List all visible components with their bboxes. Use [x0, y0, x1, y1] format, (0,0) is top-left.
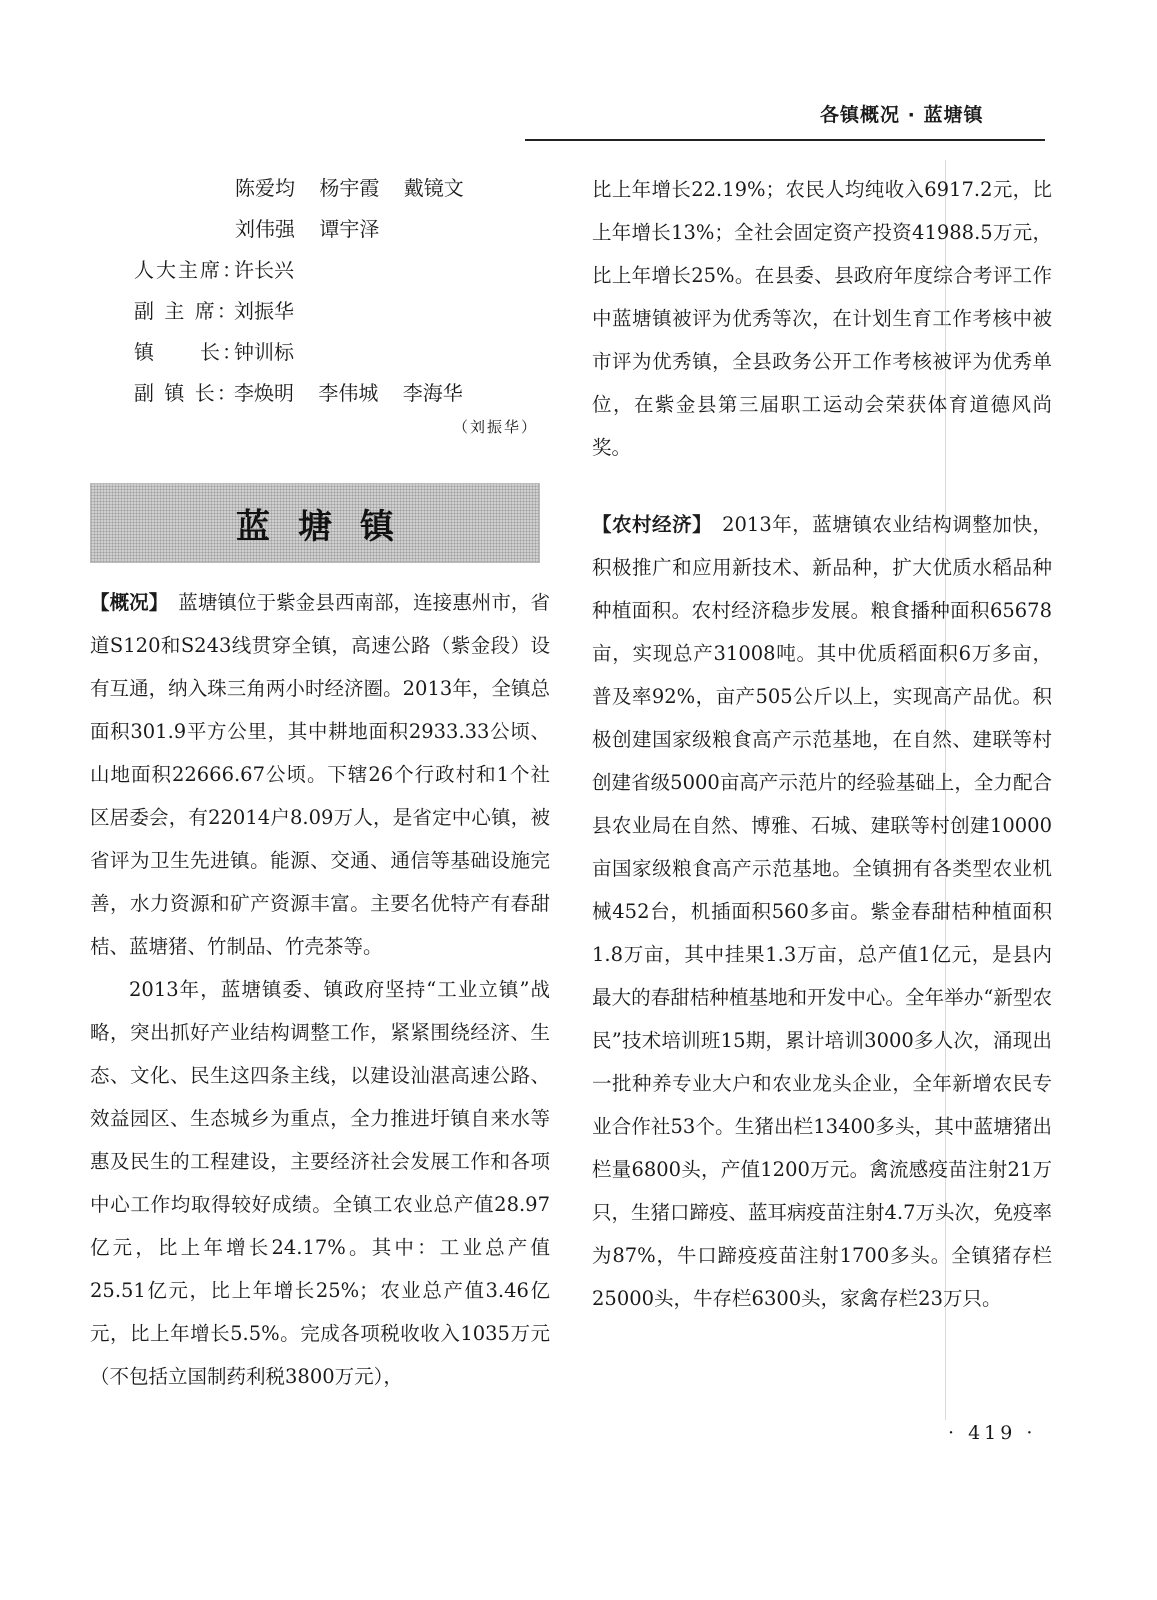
official-name: 李焕明 — [234, 381, 294, 405]
renda-row — [90, 250, 550, 291]
rural-economy-text: 2013年，蓝塘镇农业结构调整加快，积极推广和应用新技术、新品种，扩大优质水稻品种种植面积。农村经济稳步发展。粮食播种面积65678亩，实现总产31008吨。其中优质稻面积6万多亩，普及率92%，亩产505公斤以上，实现高产品优。积极创建国家级粮食高产示范基地，在自然、建联等村创建省级5000亩高产示范片的经验基础上，全力配合县农业局在自然、博雅、石城、建联等村创建10000亩国家级粮食高产示范基地。全镇拥有各类型农业机械452台，机插面积560多亩。紫金春甜桔种植面积1.8万亩，其中挂果1.3万亩，总产值1亿元，是县内最大的春甜桔种植基地和开发中心。全年举办“新型农民”技术培训班15期，累计培训3000多人次，涌现出一批种养专业大户和农业龙头企业，全年新增农民专业合作社53个。生猪出栏13400多头，其中蓝塘猪出栏量6800头，产值1200万元。禽流感疫苗注射21万只，生猪口蹄疫、蓝耳病疫苗注射4.7万头次，免疫率为87%，牛口蹄疫疫苗注射1700多头。全镇猪存栏25000头，牛存栏6300头，家禽存栏23万只。 — [592, 513, 1053, 1310]
official-name: 戴镜文 — [403, 176, 464, 200]
rural-economy-paragraph — [592, 503, 1052, 1320]
rural-economy-tag: 【农村经济】 — [592, 513, 713, 536]
overview-paragraph — [90, 581, 550, 968]
overview-paragraph-continued: 比上年增长22.19%；农民人均纯收入6917.2元，比上年增长13%；全社会固定资产投资41988.5万元，比上年增长25%。在县委、县政府年度综合考评工作中蓝塘镇被评为优秀等次，在计划生育工作考核中被市评为优秀镇，全县政务公开工作考核被评为优秀单位，在紫金县第三届职工运动会荣获体育道德风尚奖。 — [592, 178, 1052, 459]
page-number: · 419 · — [948, 1422, 1037, 1444]
role-label: 副 镇 长： — [134, 381, 239, 405]
author-credit: （刘振华） — [452, 418, 538, 436]
header-rule — [525, 139, 1045, 141]
overview-text: 蓝塘镇位于紫金县西南部，连接惠州市，省道S120和S243线贯穿全镇，高速公路（紫金段）设有互通，纳入珠三角两小时经济圈。2013年，全镇总面积301.9平方公里，其中耕地面积2933.33公顷、山地面积22666.67公顷。下辖26个行政村和1个社区居委会，有22014户8.09万人，是省定中心镇，被省评为卫生先进镇。能源、交通、通信等基础设施完善，水力资源和矿产资源丰富。主要名优特产有春甜桔、蓝塘猪、竹制品、竹壳茶等。 — [90, 591, 550, 958]
fu-zhen-row — [90, 373, 550, 414]
overview-paragraph-2: 2013年，蓝塘镇委、镇政府坚持“工业立镇”战略，突出抓好产业结构调整工作，紧紧围绕经济、生态、文化、民生这四条主线，以建设汕湛高速公路、效益园区、生态城乡为重点，全力推进圩镇自来水等惠及民生的工程建设，主要经济社会发展工作和各项中心工作均取得较好成绩。全镇工农业总产值28.97亿元，比上年增长24.17%。其中：工业总产值25.51亿元，比上年增长25%；农业总产值3.46亿元，比上年增长5.5%。完成各项税收收入1035万元（不包括立国制药利税3800万元）， — [90, 978, 550, 1388]
running-header: 各镇概况 · 蓝塘镇 — [820, 104, 984, 126]
role-label: 副 主 席： — [134, 299, 239, 323]
role-label: 镇 长： — [134, 340, 244, 364]
officials-list — [90, 168, 550, 414]
names-continued-row-2 — [90, 209, 550, 250]
section-title-banner — [90, 483, 540, 563]
official-name: 李海华 — [402, 381, 463, 405]
official-name: 刘振华 — [234, 299, 294, 323]
role-label: 人大主席： — [134, 258, 244, 282]
official-name: 刘伟强 — [235, 217, 295, 241]
overview-tag: 【概况】 — [90, 591, 169, 614]
left-column — [90, 168, 550, 1398]
official-name: 谭宇泽 — [319, 217, 380, 241]
official-name: 杨宇霞 — [319, 176, 380, 200]
section-title: 蓝塘镇 — [236, 506, 422, 547]
official-name: 钟训标 — [234, 340, 294, 364]
official-name: 陈爱均 — [235, 176, 295, 200]
official-name: 李伟城 — [318, 381, 379, 405]
fu-zhuxi-row — [90, 291, 550, 332]
names-continued-row-1 — [90, 168, 550, 209]
zhen-zhang-row — [90, 332, 550, 373]
right-column — [592, 168, 1052, 1320]
official-name: 许长兴 — [234, 258, 294, 282]
paragraph-gap — [592, 469, 1052, 503]
